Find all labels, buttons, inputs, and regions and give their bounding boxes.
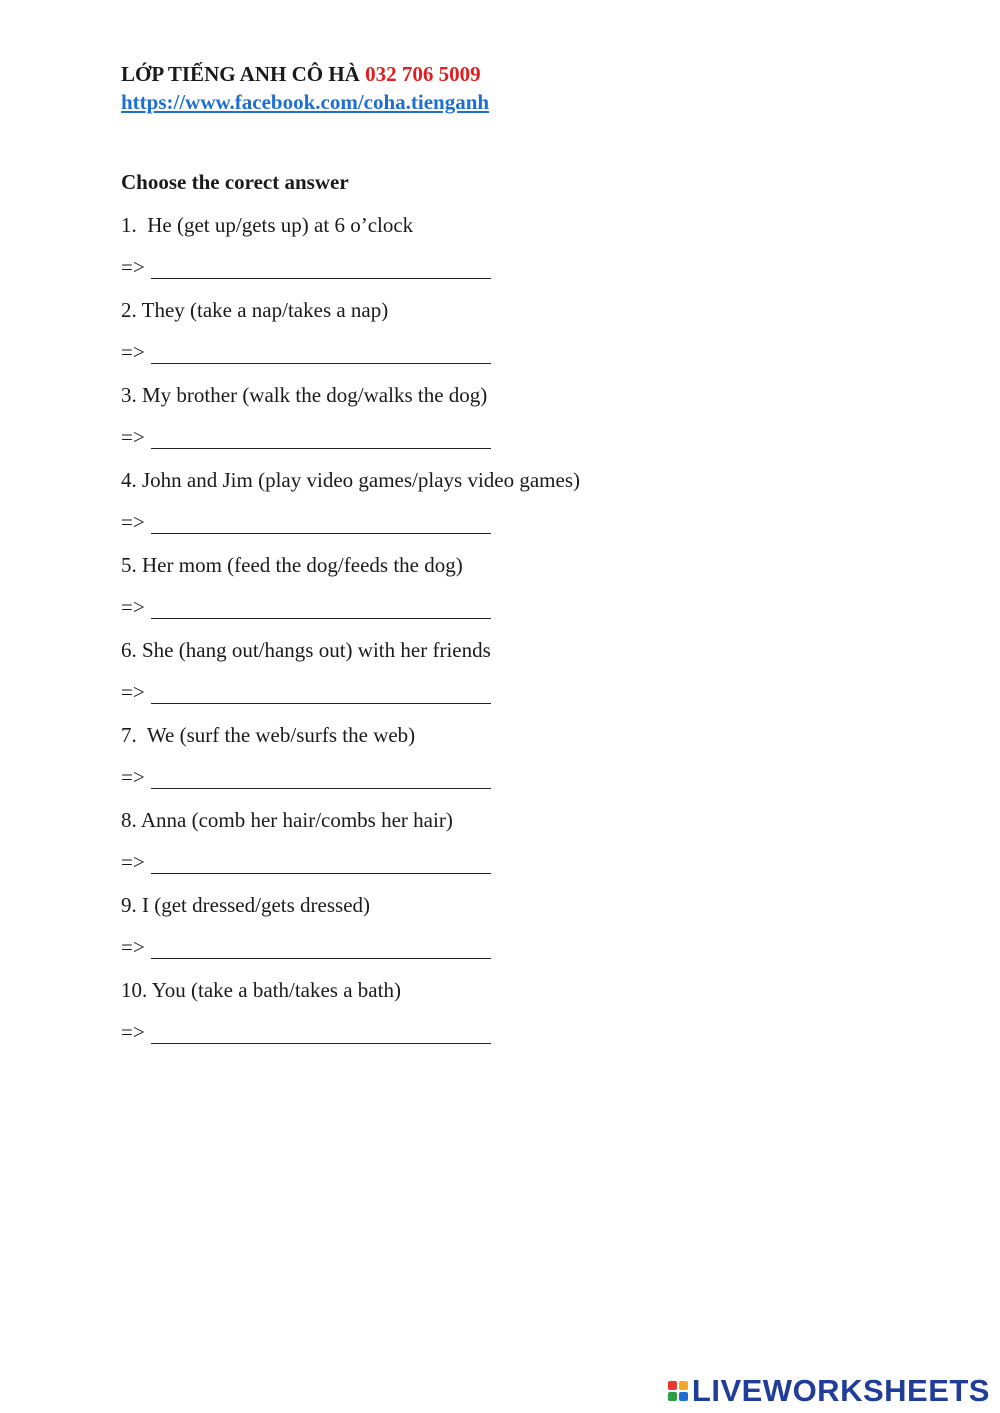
question-2: 2. They (take a nap/takes a nap) — [121, 298, 389, 322]
answer-blank-3[interactable] — [151, 428, 491, 449]
answer-arrow: => — [121, 255, 145, 279]
school-name: LỚP TIẾNG ANH CÔ HÀ — [121, 62, 360, 86]
answer-arrow: => — [121, 340, 145, 364]
answer-row-9 — [121, 932, 821, 975]
answer-arrow: => — [121, 510, 145, 534]
answer-blank-7[interactable] — [151, 768, 491, 789]
answer-input-9[interactable] — [151, 943, 489, 967]
question-6: 6. She (hang out/hangs out) with her friends — [121, 638, 491, 662]
question-4: 4. John and Jim (play video games/plays video games) — [121, 468, 580, 492]
answer-input-1[interactable] — [151, 263, 489, 287]
answer-input-2[interactable] — [151, 348, 489, 372]
question-list — [121, 210, 821, 1060]
answer-input-10[interactable] — [151, 1028, 489, 1052]
logo-square-green — [668, 1392, 677, 1401]
answer-arrow: => — [121, 680, 145, 704]
answer-arrow: => — [121, 935, 145, 959]
header — [121, 60, 489, 116]
logo-square-orange — [679, 1381, 688, 1390]
answer-input-7[interactable] — [151, 773, 489, 797]
answer-blank-5[interactable] — [151, 598, 491, 619]
answer-input-8[interactable] — [151, 858, 489, 882]
answer-input-3[interactable] — [151, 433, 489, 457]
answer-blank-2[interactable] — [151, 343, 491, 364]
question-9: 9. I (get dressed/gets dressed) — [121, 893, 371, 917]
answer-row-4 — [121, 507, 821, 550]
answer-row-7 — [121, 762, 821, 805]
logo-text: LIVEWORKSHEETS — [691, 1373, 990, 1408]
answer-row-1 — [121, 252, 821, 295]
answer-row-6 — [121, 677, 821, 720]
answer-arrow: => — [121, 765, 145, 789]
answer-blank-9[interactable] — [151, 938, 491, 959]
answer-blank-8[interactable] — [151, 853, 491, 874]
answer-input-6[interactable] — [151, 688, 489, 712]
answer-row-5 — [121, 592, 821, 635]
instruction-heading: Choose the corect answer — [121, 170, 349, 194]
answer-arrow: => — [121, 1020, 145, 1044]
logo-square-red — [668, 1381, 677, 1390]
answer-blank-4[interactable] — [151, 513, 491, 534]
question-10: 10. You (take a bath/takes a bath) — [121, 978, 401, 1002]
answer-row-2 — [121, 337, 821, 380]
question-7: 7. We (surf the web/surfs the web) — [121, 723, 416, 747]
liveworksheets-logo-icon — [668, 1381, 688, 1401]
liveworksheets-logo — [668, 1373, 990, 1409]
answer-row-10 — [121, 1017, 821, 1060]
answer-arrow: => — [121, 425, 145, 449]
answer-arrow: => — [121, 595, 145, 619]
question-3: 3. My brother (walk the dog/walks the dog) — [121, 383, 488, 407]
answer-blank-6[interactable] — [151, 683, 491, 704]
school-line — [121, 60, 489, 88]
answer-input-5[interactable] — [151, 603, 489, 627]
answer-row-8 — [121, 847, 821, 890]
question-5: 5. Her mom (feed the dog/feeds the dog) — [121, 553, 463, 577]
facebook-link[interactable]: https://www.facebook.com/coha.tienganh — [121, 90, 490, 114]
phone-number: 032 706 5009 — [365, 62, 481, 86]
answer-blank-1[interactable] — [151, 258, 491, 279]
logo-square-blue — [679, 1392, 688, 1401]
answer-row-3 — [121, 422, 821, 465]
question-8: 8. Anna (comb her hair/combs her hair) — [121, 808, 453, 832]
question-1: 1. He (get up/gets up) at 6 o’clock — [121, 213, 414, 237]
answer-input-4[interactable] — [151, 518, 489, 542]
answer-blank-10[interactable] — [151, 1023, 491, 1044]
answer-arrow: => — [121, 850, 145, 874]
